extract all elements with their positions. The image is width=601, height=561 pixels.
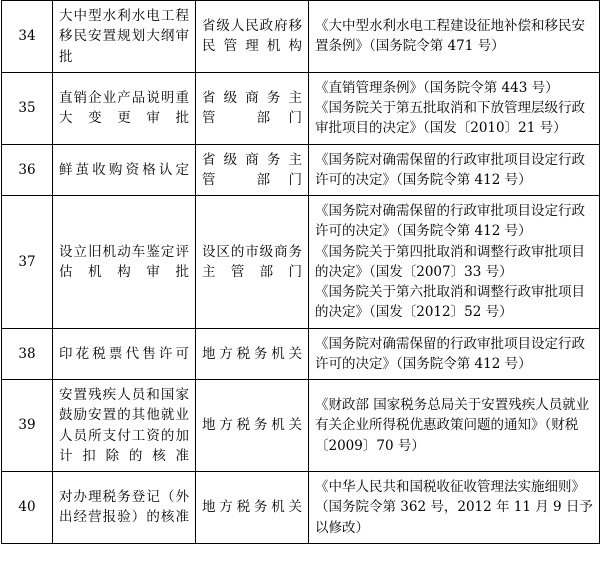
table-row [2,196,600,329]
row-item-name: 直销企业产品说明重大变更审批 [53,72,196,144]
row-number: 36 [2,144,53,196]
table-row [2,1,600,73]
row-authority: 省级人民政府移民管理机构 [196,1,309,73]
row-authority: 省 级 商 务 主 管 部门 [196,72,309,144]
row-basis [309,472,600,544]
basis-line: 《国务院关于第五批取消和下放管理层级行政审批项目的决定》（国发〔2010〕21 号） [315,100,585,137]
row-authority: 设区的市级商务主管部门 [196,196,309,329]
row-number: 34 [2,1,53,73]
row-authority: 省 级 商 务 主 管 部门 [196,144,309,196]
basis-line: 《国务院关于第四批取消和调整行政审批项目的决定》（国发〔2007〕33 号） [315,243,585,280]
table-row [2,328,600,380]
row-basis [309,380,600,472]
row-basis [309,1,600,73]
basis-line: 《直销管理条例》（国务院令第 443 号） [315,79,559,96]
row-number: 35 [2,72,53,144]
row-number: 39 [2,380,53,472]
row-authority: 地方税务机关 [196,472,309,544]
row-item-name: 安置残疾人员和国家鼓励安置的其他就业人员所支付工资的加计扣除的核准 [53,380,196,472]
approval-items-table [1,0,600,544]
table-body [2,1,600,544]
table-row [2,380,600,472]
row-basis [309,328,600,380]
row-item-name: 大中型水利水电工程移民安置规划大纲审批 [53,1,196,73]
row-basis [309,72,600,144]
table-row [2,144,600,196]
row-authority: 地方税务机关 [196,380,309,472]
basis-line: 《国务院对确需保留的行政审批项目设定行政许可的决定》（国务院令第 412 号） [315,335,585,372]
basis-line: 《国务院对确需保留的行政审批项目设定行政许可的决定》（国务院令第 412 号） [315,203,585,240]
basis-line: 《财政部 国家税务总局关于安置残疾人员就业有关企业所得税优惠政策问题的通知》（财税〔2009〕70 号） [315,397,590,454]
row-number: 38 [2,328,53,380]
row-basis [309,196,600,329]
table-row [2,72,600,144]
row-number: 37 [2,196,53,329]
row-item-name: 鲜茧收购资格认定 [53,144,196,196]
row-item-name: 对办理税务登记（外出经营报验）的核准 [53,472,196,544]
basis-line: 《国务院关于第六批取消和调整行政审批项目的决定》（国发〔2012〕52 号） [315,284,585,321]
row-basis [309,144,600,196]
row-item-name: 印花税票代售许可 [53,328,196,380]
row-number: 40 [2,472,53,544]
basis-line: 《中华人民共和国税收征收管理法实施细则》（国务院令第 362 号，2012 年 11 月 9 日予以修改） [315,479,593,536]
row-item-name: 设立旧机动车鉴定评估机构审批 [53,196,196,329]
basis-line: 《国务院对确需保留的行政审批项目设定行政许可的决定》（国务院令第 412 号） [315,151,585,188]
row-authority: 地方税务机关 [196,328,309,380]
basis-line: 《大中型水利水电工程建设征地补偿和移民安置条例》（国务院令第 471 号） [315,18,585,55]
table-row [2,472,600,544]
